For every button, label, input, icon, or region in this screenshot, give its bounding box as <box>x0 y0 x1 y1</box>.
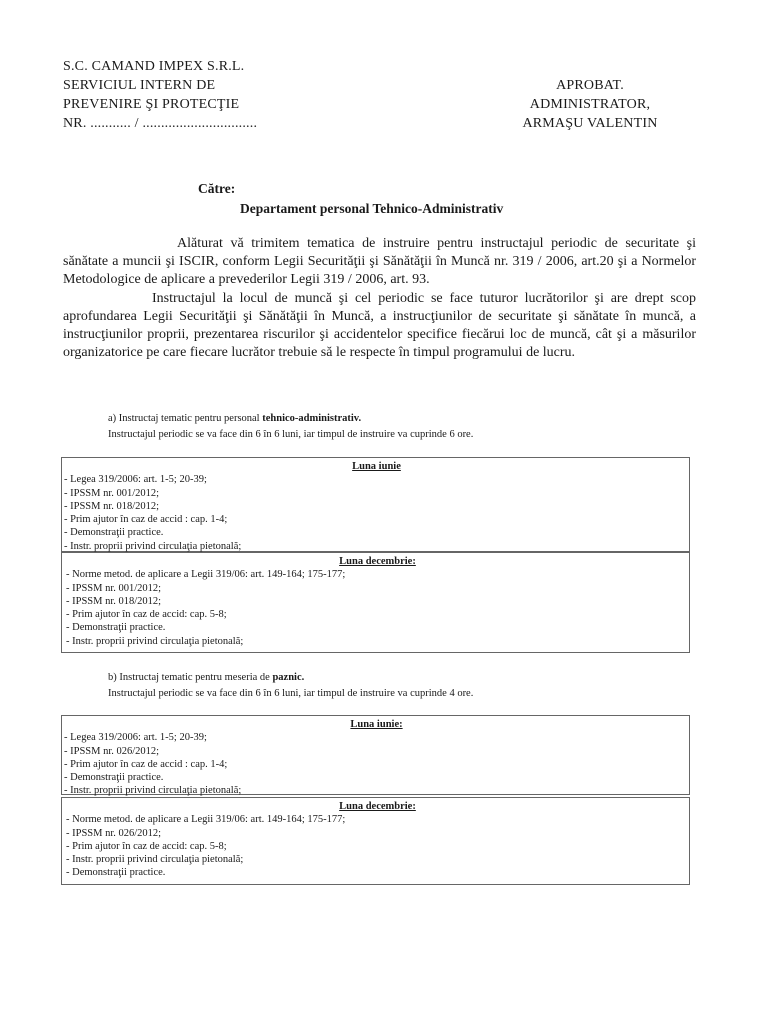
box-title: Luna iunie <box>352 461 401 472</box>
list-item: - IPSSM nr. 018/2012; <box>64 500 160 512</box>
list-item: - Instr. proprii privind circulaţia pietonală; <box>64 785 242 797</box>
list-item: - Prim ajutor în caz de accid: cap. 5-8; <box>66 609 227 621</box>
section-a-note: Instructajul periodic se va face din 6 în 6 luni, iar timpul de instruire va cuprinde 6 ore. <box>108 429 474 440</box>
approver-title: ADMINISTRATOR, <box>529 97 651 112</box>
department-line-1: SERVICIUL INTERN DE <box>63 78 216 93</box>
section-a-heading <box>108 411 473 427</box>
list-item: - Demonstraţii practice. <box>64 772 164 784</box>
list-item: - IPSSM nr. 026/2012; <box>64 745 160 757</box>
list-item: - Demonstraţii practice. <box>66 867 166 879</box>
section-b-note: Instructajul periodic se va face din 6 în 6 luni, iar timpul de instruire va cuprinde 4 ore. <box>108 688 474 699</box>
list-item: - Prim ajutor în caz de accid : cap. 1-4; <box>64 758 228 770</box>
company-header <box>63 57 393 133</box>
section-b-heading-bold: paznic. <box>272 672 305 683</box>
list-item: - Prim ajutor în caz de accid: cap. 5-8; <box>66 840 227 852</box>
section-b-december-box <box>61 797 690 885</box>
list-item: - IPSSM nr. 018/2012; <box>66 595 162 607</box>
list-item: - Norme metod. de aplicare a Legii 319/06: art. 149-164; 175-177; <box>66 569 346 581</box>
body-paragraph-1: Alăturat vă trimitem tematica de instruire pentru instructajul periodic de securitate şi sănătate a muncii şi ISCIR, conform Legii Securităţii şi Sănătăţii în Muncă nr. 319 / 2006, art.20 şi a Normelor Metodologice de aplicare a prevederilor Legii 319 / 2006, art. 93. <box>63 236 696 287</box>
recipient-department: Departament personal Tehnico-Administrativ <box>240 201 504 216</box>
section-b <box>108 670 473 702</box>
section-a-june-box <box>61 457 690 552</box>
box-title: Luna decembrie: <box>339 801 416 812</box>
list-item: - Legea 319/2006: art. 1-5; 20-39; <box>64 732 207 744</box>
section-b-heading-text: b) Instructaj tematic pentru meseria de <box>108 672 273 683</box>
section-a-heading-text: a) Instructaj tematic pentru personal <box>108 413 263 424</box>
approval-block <box>470 76 710 133</box>
list-item: - Norme metod. de aplicare a Legii 319/06: art. 149-164; 175-177; <box>66 814 346 826</box>
list-item: - IPSSM nr. 026/2012; <box>66 827 162 839</box>
recipient-label: Către: <box>198 181 236 196</box>
list-item: - Instr. proprii privind circulaţia pietonală; <box>66 854 244 866</box>
company-name: S.C. CAMAND IMPEX S.R.L. <box>63 59 245 74</box>
list-item: - IPSSM nr. 001/2012; <box>66 582 162 594</box>
box-title: Luna iunie: <box>350 719 403 730</box>
list-item: - Prim ajutor în caz de accid : cap. 1-4; <box>64 514 228 526</box>
list-item: - IPSSM nr. 001/2012; <box>64 487 160 499</box>
box-title: Luna decembrie: <box>339 556 416 567</box>
section-a-heading-bold: tehnico-administrativ. <box>262 413 362 424</box>
list-item: - Instr. proprii privind circulaţia pietonală; <box>66 635 244 647</box>
list-item: - Demonstraţii practice. <box>64 527 164 539</box>
registration-number: NR. ........... / ............................... <box>63 116 258 131</box>
section-b-heading <box>108 670 473 686</box>
section-b-june-box <box>61 715 690 795</box>
list-item: - Instr. proprii privind circulaţia pietonală; <box>64 540 242 552</box>
section-a <box>108 411 473 443</box>
body-paragraph-2: Instructajul la locul de muncă şi cel periodic se face tuturor lucrătorilor şi are drept scop aprofundarea Legii Securităţii şi Sănătăţii în Muncă, a instrucţiunilor de securitate şi sănătate în muncă, a instrucţiunilor proprii, prezentarea riscurilor şi accidentelor specifice fiecărui loc de muncă, cât şi a măsurilor organizatorice pe care fiecare lucrător trebuie să le respecte în timpul programului de lucru. <box>63 291 696 360</box>
section-a-december-box <box>61 552 690 653</box>
approver-name: ARMAŞU VALENTIN <box>522 116 658 131</box>
list-item: - Legea 319/2006: art. 1-5; 20-39; <box>64 474 207 486</box>
approved-label: APROBAT. <box>556 78 624 93</box>
department-line-2: PREVENIRE ŞI PROTECŢIE <box>63 97 240 112</box>
list-item: - Demonstraţii practice. <box>66 622 166 634</box>
